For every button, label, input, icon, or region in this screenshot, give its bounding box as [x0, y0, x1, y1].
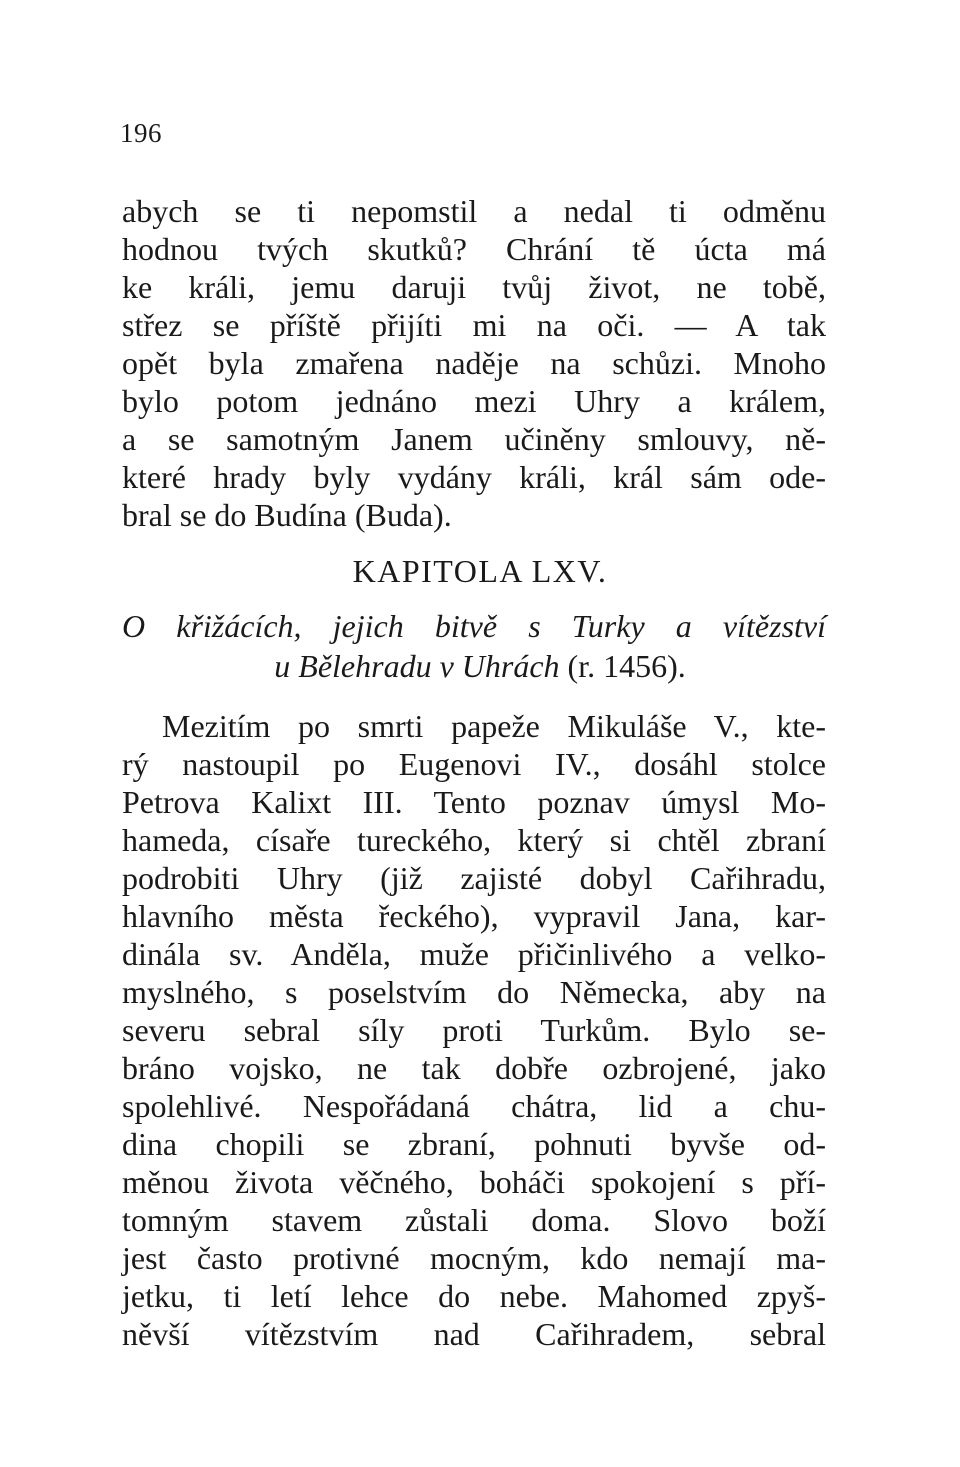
chapter-subtitle-line-2	[0, 645, 960, 687]
chapter-subtitle-italic: u Bělehradu v Uhrách	[274, 648, 560, 684]
chapter-heading: KAPITOLA LXV.	[352, 553, 608, 589]
text-line: ke králi, jemu daruji tvůj život, ne tobě,	[122, 269, 826, 305]
chapter-subtitle-year: (r. 1456).	[559, 648, 686, 684]
text-line: něvší vítězstvím nad Cařihradem, sebral	[122, 1316, 826, 1352]
text-line: abych se ti nepomstil a nedal ti odměnu	[122, 193, 826, 229]
text-line: dinála sv. Anděla, muže přičinlivého a velko-	[122, 936, 826, 972]
text-line: střez se příště přijíti mi na oči. — A tak	[122, 307, 826, 343]
text-line: podrobiti Uhry (již zajisté dobyl Cařihradu,	[122, 860, 826, 896]
text-line: jest často protivné mocným, kdo nemají ma-	[122, 1240, 826, 1276]
text-line: jetku, ti letí lehce do nebe. Mahomed zpyš-	[122, 1278, 826, 1314]
text-line: a se samotným Janem učiněny smlouvy, ně-	[122, 421, 826, 457]
text-line: spolehlivé. Nespořádaná chátra, lid a chu-	[122, 1088, 826, 1124]
text-line: které hrady byly vydány králi, král sám ode-	[122, 459, 826, 495]
text-line: opět byla zmařena naděje na schůzi. Mnoho	[122, 345, 826, 381]
text-line: bral se do Budína (Buda).	[122, 497, 452, 533]
chapter-subtitle-line-1: O křižácích, jejich bitvě s Turky a vítězství	[122, 608, 826, 644]
text-line: Mezitím po smrti papeže Mikuláše V., kte-	[162, 708, 826, 744]
text-line: hameda, císaře tureckého, který si chtěl zbraní	[122, 822, 826, 858]
text-line: bráno vojsko, ne tak dobře ozbrojené, jako	[122, 1050, 826, 1086]
text-line: Petrova Kalixt III. Tento poznav úmysl Mo-	[122, 784, 826, 820]
text-line: bylo potom jednáno mezi Uhry a králem,	[122, 383, 826, 419]
text-line: tomným stavem zůstali doma. Slovo boží	[122, 1202, 826, 1238]
text-line: dina chopili se zbraní, pohnuti byvše od-	[122, 1126, 826, 1162]
page-number: 196	[120, 118, 162, 148]
text-line: severu sebral síly proti Turkům. Bylo se-	[122, 1012, 826, 1048]
text-line: hodnou tvých skutků? Chrání tě úcta má	[122, 231, 826, 267]
text-line: měnou života věčného, boháči spokojení s pří-	[122, 1164, 826, 1200]
text-line: hlavního města řeckého), vypravil Jana, kar-	[122, 898, 826, 934]
text-line: myslného, s poselstvím do Německa, aby na	[122, 974, 826, 1010]
text-line: rý nastoupil po Eugenovi IV., dosáhl stolce	[122, 746, 826, 782]
